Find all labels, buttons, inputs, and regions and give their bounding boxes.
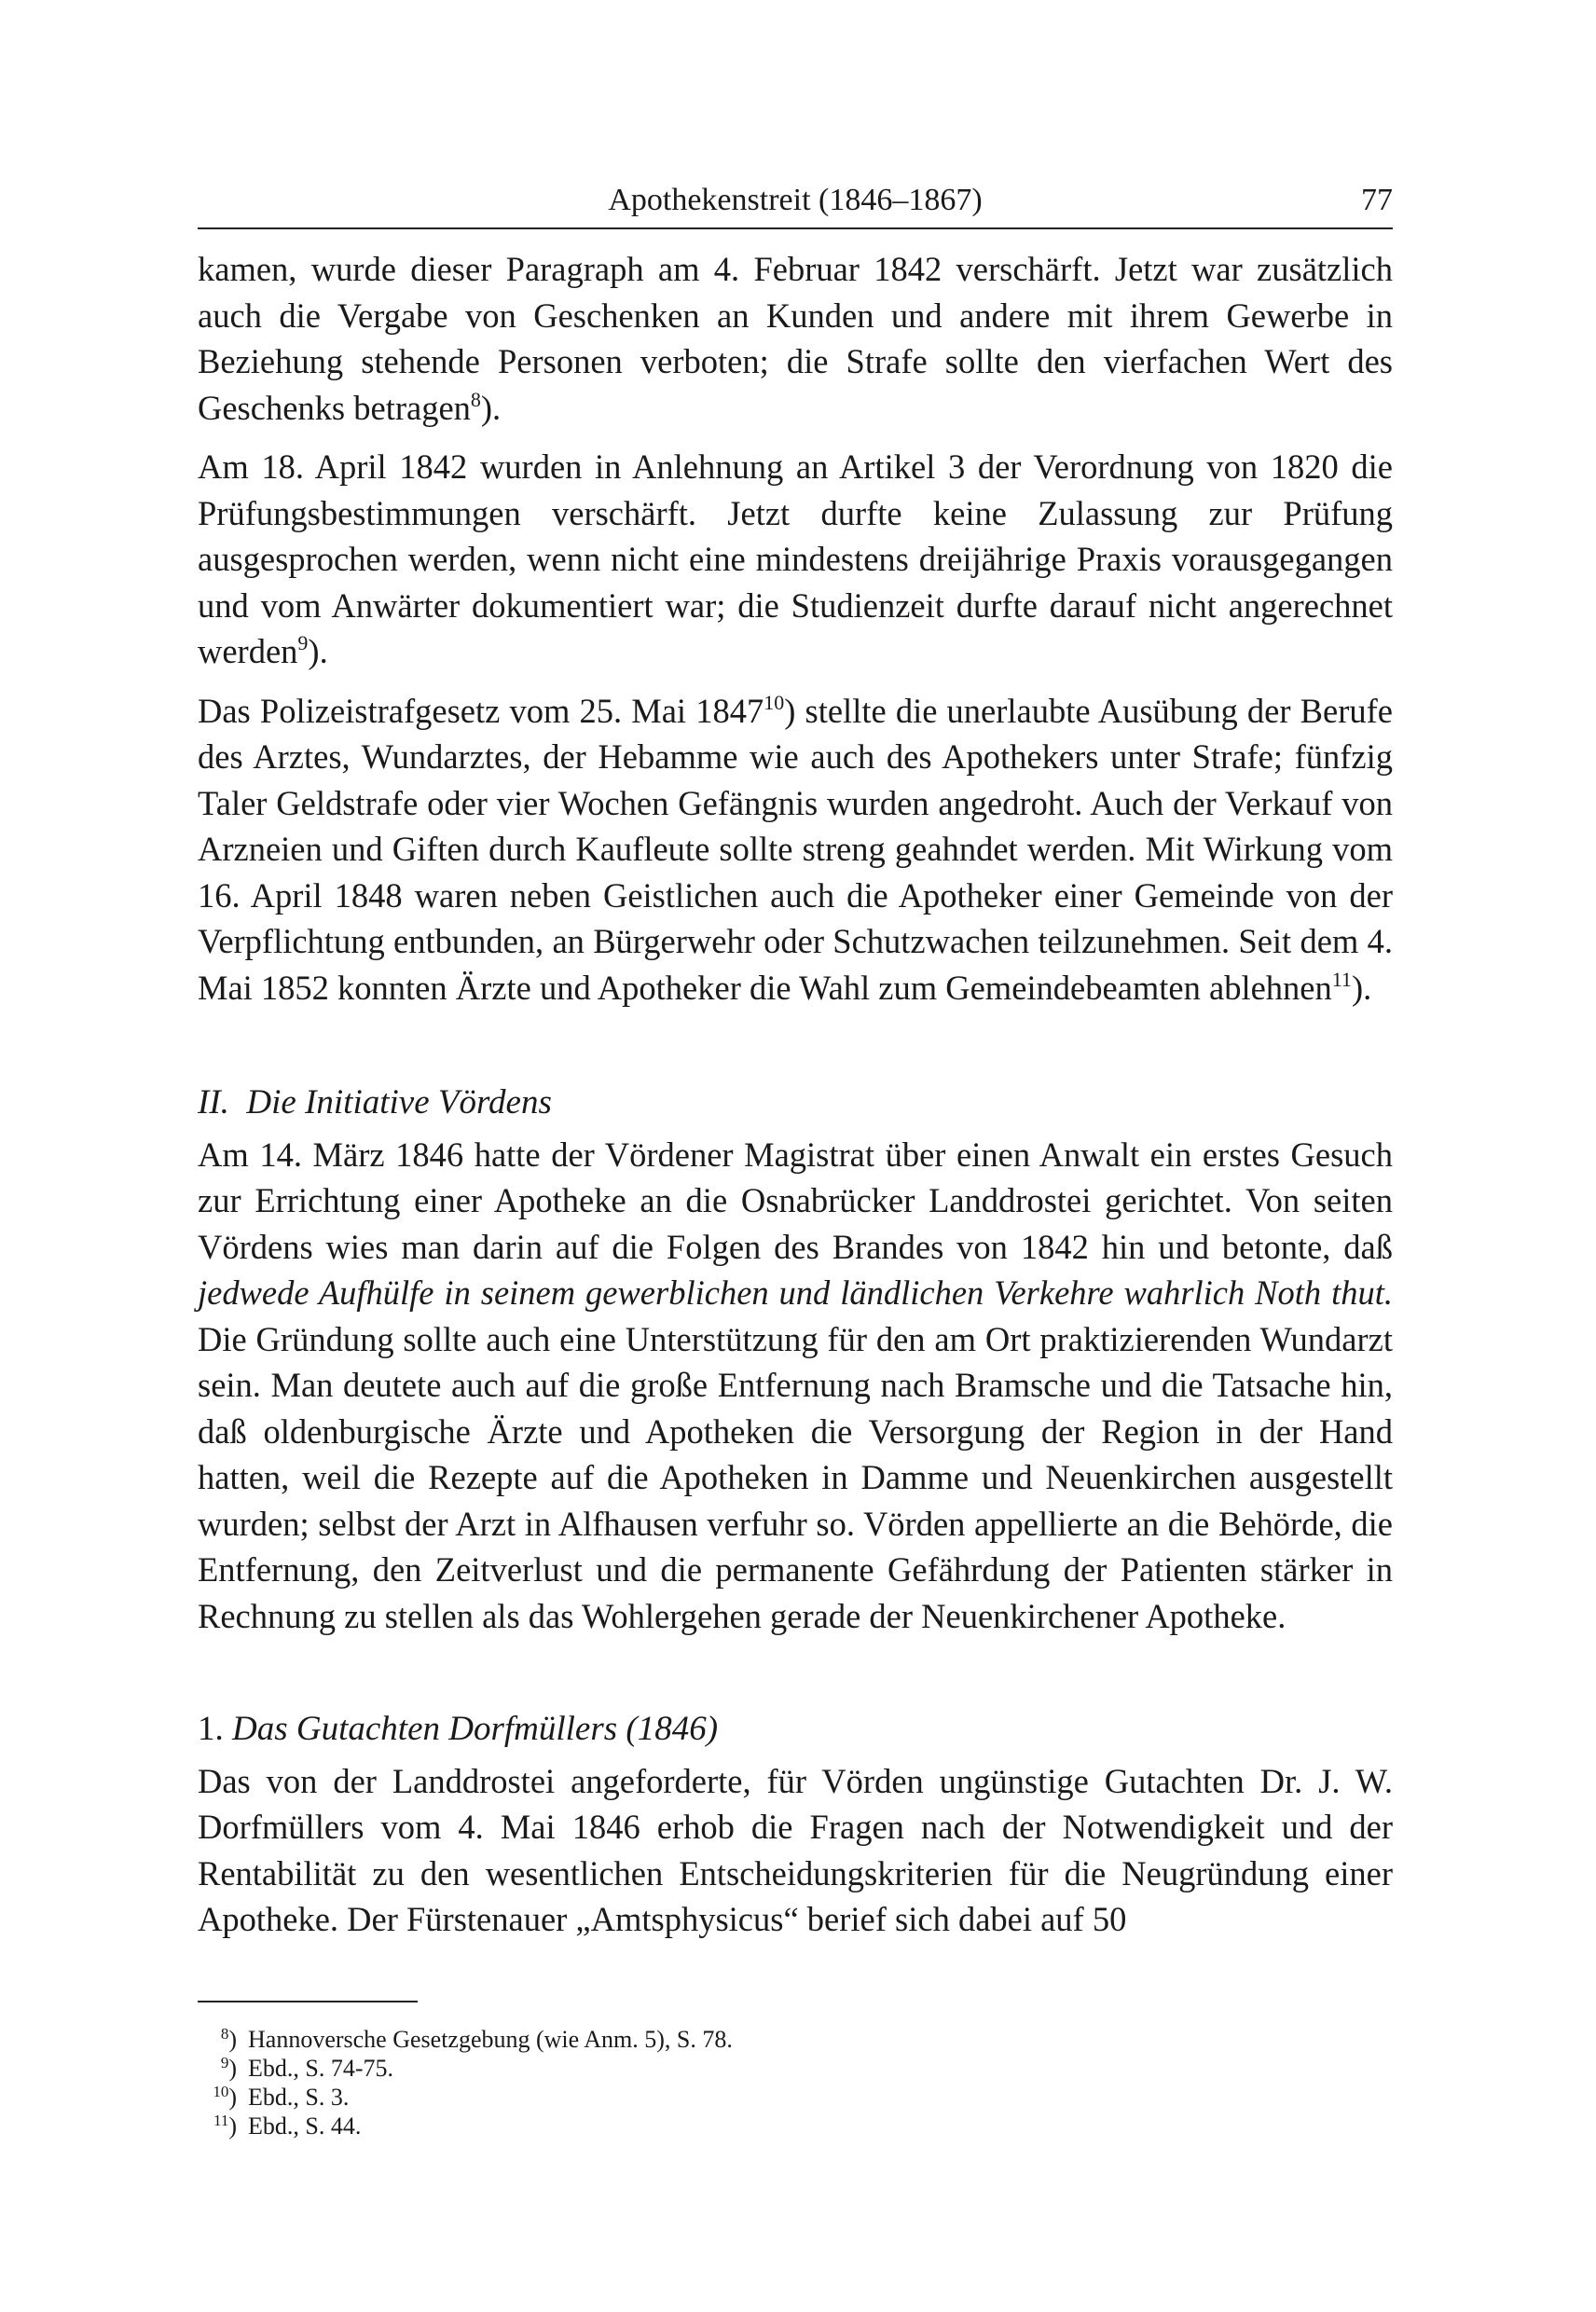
running-header — [198, 175, 1393, 229]
footnote-mark: $^8$) — [220, 2024, 237, 2053]
footnote-reference[interactable]: 10 — [764, 690, 785, 714]
paragraph-text: ). — [1351, 968, 1372, 1007]
paragraph-text: kamen, wurde dieser Paragraph am 4. Februar 1842 verschärft. Jetzt war zusätzlich auch die Vergabe von Geschenken an Kunden und andere mit ihrem Gewerbe in Beziehung stehende Personen verboten; die Strafe sollte den vierfachen Wert des Geschenks betragen — [198, 250, 1393, 427]
paragraph-text: ). — [480, 388, 502, 427]
footnote-reference[interactable]: 8 — [470, 387, 481, 411]
paragraph — [198, 1132, 1393, 1640]
footnote-mark: $^9$) — [220, 2053, 237, 2082]
subsection-heading — [198, 1706, 1393, 1753]
footnote-text: Hannoversche Gesetzgebung (wie Anm. 5), S. 78. — [248, 2025, 733, 2053]
subsection-title: Das Gutachten Dorfmüllers (1846) — [232, 1710, 719, 1748]
subsection-number: 1. — [198, 1710, 224, 1748]
quotation: jedwede Aufhülfe in seinem gewerblichen und ländlichen Verkehre wahrlich Noth thut. — [198, 1273, 1393, 1312]
footnote-mark: $^{10}$) — [213, 2082, 237, 2111]
paragraph-text: Das Polizeistrafgesetz vom 25. Mai 1847 — [198, 691, 764, 730]
footnote — [198, 2025, 1393, 2054]
footnote-text: Ebd., S. 44. — [248, 2112, 362, 2140]
footnote-mark: $^{11}$) — [213, 2111, 237, 2140]
document-page — [198, 175, 1393, 2140]
paragraph — [198, 1758, 1393, 1943]
paragraph — [198, 246, 1393, 431]
footnote-text: Ebd., S. 74-75. — [248, 2054, 393, 2082]
paragraph — [198, 688, 1393, 1012]
body-text — [198, 246, 1393, 1943]
footnote-reference[interactable]: 9 — [297, 631, 309, 654]
paragraph-text: Am 18. April 1842 wurden in Anlehnung an Artikel 3 der Verordnung von 1820 die Prüfungsbestimmungen verschärft. Jetzt durfte keine Zulassung zur Prüfung ausgesprochen werden, wenn nicht eine mindestens dreijährige Praxis vorausgegangen und vom Anwärter dokumentiert war; die Studienzeit durfte darauf nicht angerechnet werden — [198, 447, 1393, 670]
footnotes — [198, 2025, 1393, 2140]
paragraph-text: ) stellte die unerlaubte Ausübung der Berufe des Arztes, Wundarztes, der Hebamme wie auch des Apothekers unter Strafe; fünfzig Taler Geldstrafe oder vier Wochen Gefängnis wurden angedroht. Auch der Verkauf von Arzneien und Giften durch Kaufleute sollte streng geahndet werden. Mit Wirkung vom 16. April 1848 waren neben Geistlichen auch die Apotheker einer Gemeinde von der Verpflichtung entbunden, an Bürgerwehr oder Schutzwachen teilzunehmen. Seit dem 4. Mai 1852 konnten Ärzte und Apotheker die Wahl zum Gemeindebeamten ablehnen — [198, 691, 1393, 1007]
section-heading — [198, 1080, 1393, 1126]
paragraph-text: ). — [308, 632, 328, 670]
footnote — [198, 2054, 1393, 2083]
paragraph-text: Das von der Landdrostei angeforderte, für Vörden ungünstige Gutachten Dr. J. W. Dorfmüllers vom 4. Mai 1846 erhob die Fragen nach der Notwendigkeit und der Rentabilität zu den wesentlichen Entscheidungskriterien für die Neugründung einer Apotheke. Der Fürstenauer „Amtsphysicus“ berief sich dabei auf 50 — [198, 1761, 1393, 1938]
section-title: Die Initiative Vördens — [246, 1083, 552, 1122]
footnote — [198, 2083, 1393, 2112]
running-title: Apothekenstreit (1846–1867) — [608, 183, 983, 217]
section-number: II. — [198, 1083, 229, 1122]
paragraph-text: Die Gründung sollte auch eine Unterstützung für den am Ort praktizierenden Wundarzt sein. Man deutete auch auf die große Entfernung nach Bramsche und die Tatsache hin, daß oldenburgische Ärzte und Apotheken die Versorgung der Region in der Hand hatten, weil die Rezepte auf die Apotheken in Damme und Neuenkirchen ausgestellt wurden; selbst der Arzt in Alfhausen verfuhr so. Vörden appellierte an die Behörde, die Entfernung, den Zeitverlust und die permanente Gefährdung der Patienten stärker in Rechnung zu stellen als das Wohlergehen gerade der Neuenkirchener Apotheke. — [198, 1319, 1393, 1635]
footnote-divider — [198, 2001, 418, 2002]
footnote-text: Ebd., S. 3. — [248, 2083, 350, 2111]
footnote — [198, 2112, 1393, 2140]
page-number: 77 — [1361, 183, 1393, 217]
footnote-reference[interactable]: 11 — [1331, 967, 1352, 991]
paragraph-text: Am 14. März 1846 hatte der Vördener Magistrat über einen Anwalt ein erstes Gesuch zur Errichtung einer Apotheke an die Osnabrücker Landdrostei gerichtet. Von seiten Vördens wies man darin auf die Folgen des Brandes von 1842 hin und betonte, daß — [198, 1135, 1393, 1266]
paragraph — [198, 444, 1393, 675]
